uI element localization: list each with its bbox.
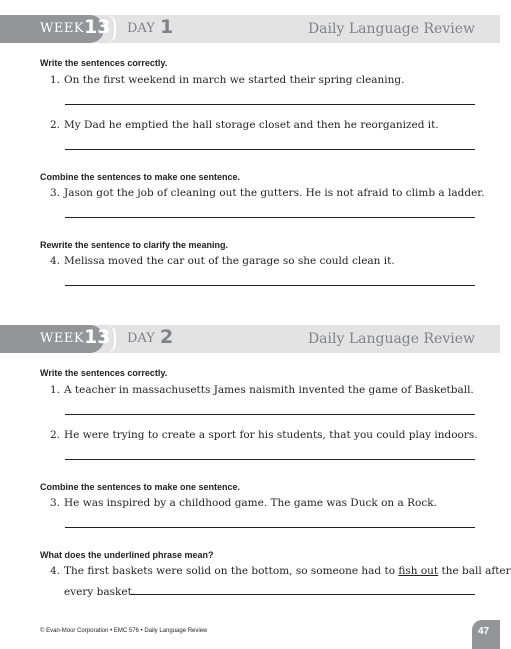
week-number: 13 xyxy=(84,16,111,38)
question-number: 3. xyxy=(50,187,61,199)
question-2 xyxy=(50,429,478,441)
week-badge-divider xyxy=(106,325,116,353)
instruction: Rewrite the sentence to clarify the meaning. xyxy=(40,240,229,250)
question-number: 2. xyxy=(50,119,61,131)
answer-line[interactable] xyxy=(65,217,475,218)
section-title: Daily Language Review xyxy=(307,331,475,347)
question-4 xyxy=(50,565,511,577)
question-number: 2. xyxy=(50,429,61,441)
answer-line[interactable] xyxy=(130,594,475,595)
answer-line[interactable] xyxy=(65,414,475,415)
question-text: A teacher in massachusetts James naismith invented the game of Basketball. xyxy=(64,384,474,396)
answer-line[interactable] xyxy=(65,285,475,286)
answer-line[interactable] xyxy=(65,527,475,528)
instruction: Combine the sentences to make one sentence. xyxy=(40,172,241,182)
answer-line[interactable] xyxy=(65,459,475,460)
question-number: 4. xyxy=(50,255,61,267)
day1-header-bar xyxy=(0,15,500,43)
instruction: What does the underlined phrase mean? xyxy=(40,550,214,560)
question-continuation: every basket. xyxy=(64,586,136,598)
question-1 xyxy=(50,384,474,396)
week-badge-divider xyxy=(106,15,116,43)
answer-line[interactable] xyxy=(65,149,475,150)
day-label: DAY xyxy=(127,21,155,36)
question-1 xyxy=(50,74,405,86)
instruction: Write the sentences correctly. xyxy=(40,58,168,68)
question-text: On the first weekend in march we started their spring cleaning. xyxy=(64,74,405,86)
section-title: Daily Language Review xyxy=(307,21,475,37)
day-number: 1 xyxy=(160,16,174,38)
question-number: 1. xyxy=(50,74,61,86)
week-badge xyxy=(0,325,111,353)
day2-header-bar xyxy=(0,325,500,353)
question-3 xyxy=(50,497,437,509)
question-number: 3. xyxy=(50,497,61,509)
question-text: He were trying to create a sport for his students, that you could play indoors. xyxy=(64,429,478,441)
question-number: 1. xyxy=(50,384,61,396)
question-text: My Dad he emptied the hall storage closet and then he reorganized it. xyxy=(64,119,439,131)
instruction: Write the sentences correctly. xyxy=(40,368,168,378)
week-label: WEEK xyxy=(40,21,85,36)
question-text: Jason got the job of cleaning out the gutters. He is not afraid to climb a ladder. xyxy=(64,187,485,199)
question-4 xyxy=(50,255,395,267)
question-text-after: the ball after xyxy=(438,565,511,577)
day-label: DAY xyxy=(127,331,155,346)
question-text: Melissa moved the car out of the garage so she could clean it. xyxy=(64,255,395,267)
week-number: 13 xyxy=(84,326,111,348)
page-number: 47 xyxy=(478,626,490,637)
instruction: Combine the sentences to make one sentence. xyxy=(40,482,241,492)
page-number-tab xyxy=(472,620,500,649)
week-badge xyxy=(0,15,111,43)
question-2 xyxy=(50,119,439,131)
day-number: 2 xyxy=(160,326,174,348)
question-text: He was inspired by a childhood game. The game was Duck on a Rock. xyxy=(64,497,437,509)
question-number: 4. xyxy=(50,565,61,577)
underlined-phrase: fish out xyxy=(398,565,439,577)
answer-line[interactable] xyxy=(65,104,475,105)
question-text-before: The first baskets were solid on the bottom, so someone had to xyxy=(64,565,399,577)
week-label: WEEK xyxy=(40,331,85,346)
footer-credit: © Evan-Moor Corporation • EMC 576 • Daily Language Review xyxy=(40,628,208,634)
question-3 xyxy=(50,187,485,199)
